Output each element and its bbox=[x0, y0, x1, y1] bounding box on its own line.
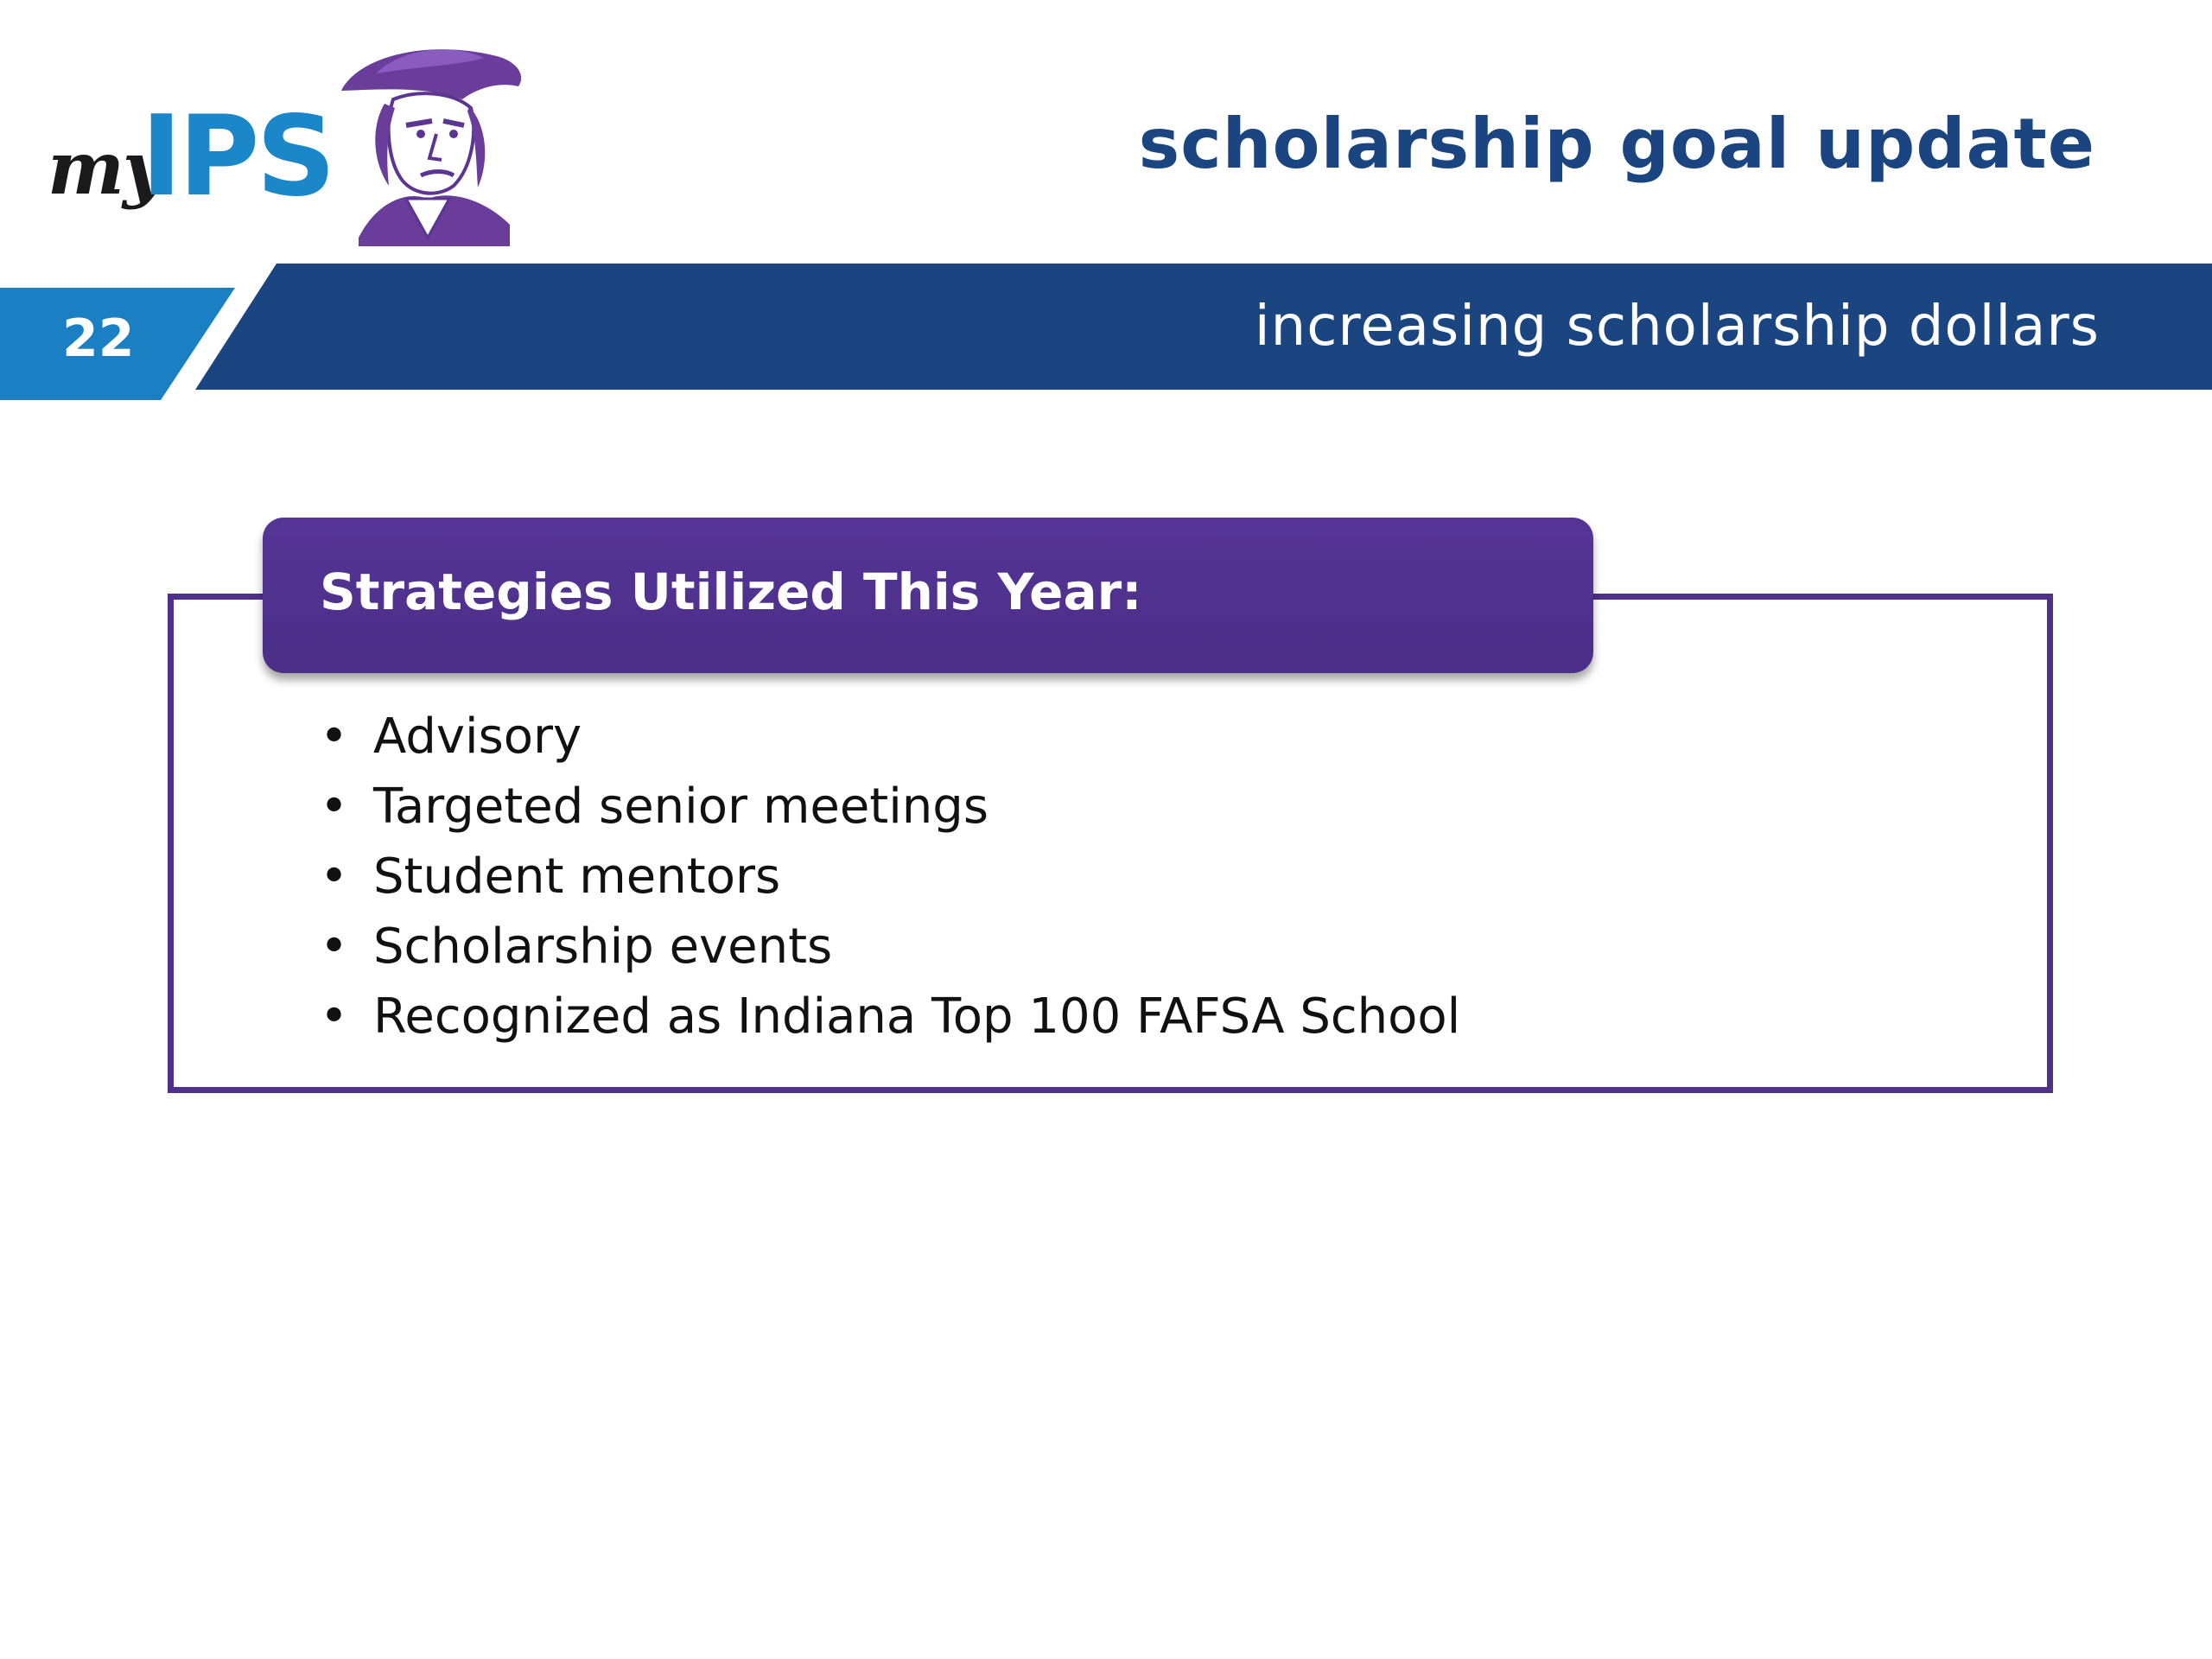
colonial-patriot-mascot-icon bbox=[324, 39, 531, 246]
strategies-heading: Strategies Utilized This Year: bbox=[320, 563, 1142, 621]
logo-ips-text: IPS bbox=[141, 92, 333, 221]
bullet-icon: • bbox=[320, 779, 349, 835]
slide-number: 22 bbox=[62, 308, 135, 369]
list-item-text: Recognized as Indiana Top 100 FAFSA School bbox=[373, 988, 1461, 1045]
myips-logo bbox=[48, 39, 531, 246]
header-band bbox=[0, 264, 2212, 400]
list-item bbox=[311, 772, 1460, 842]
list-item-text: Scholarship events bbox=[373, 918, 833, 975]
list-item-text: Student mentors bbox=[373, 849, 781, 905]
page-subtitle: increasing scholarship dollars bbox=[1254, 295, 2100, 359]
list-item-text: Advisory bbox=[373, 709, 582, 765]
strategies-heading-bar bbox=[263, 518, 1593, 673]
strategies-list bbox=[311, 702, 1460, 1052]
list-item-text: Targeted senior meetings bbox=[373, 779, 989, 835]
list-item bbox=[311, 842, 1460, 912]
list-item bbox=[311, 982, 1460, 1052]
bullet-icon: • bbox=[320, 849, 349, 905]
list-item bbox=[311, 912, 1460, 982]
bullet-icon: • bbox=[320, 918, 349, 975]
page-title: scholarship goal update bbox=[1138, 104, 2095, 184]
bullet-icon: • bbox=[320, 988, 349, 1045]
bullet-icon: • bbox=[320, 709, 349, 765]
logo-my-text: my bbox=[48, 125, 163, 211]
list-item bbox=[311, 702, 1460, 772]
